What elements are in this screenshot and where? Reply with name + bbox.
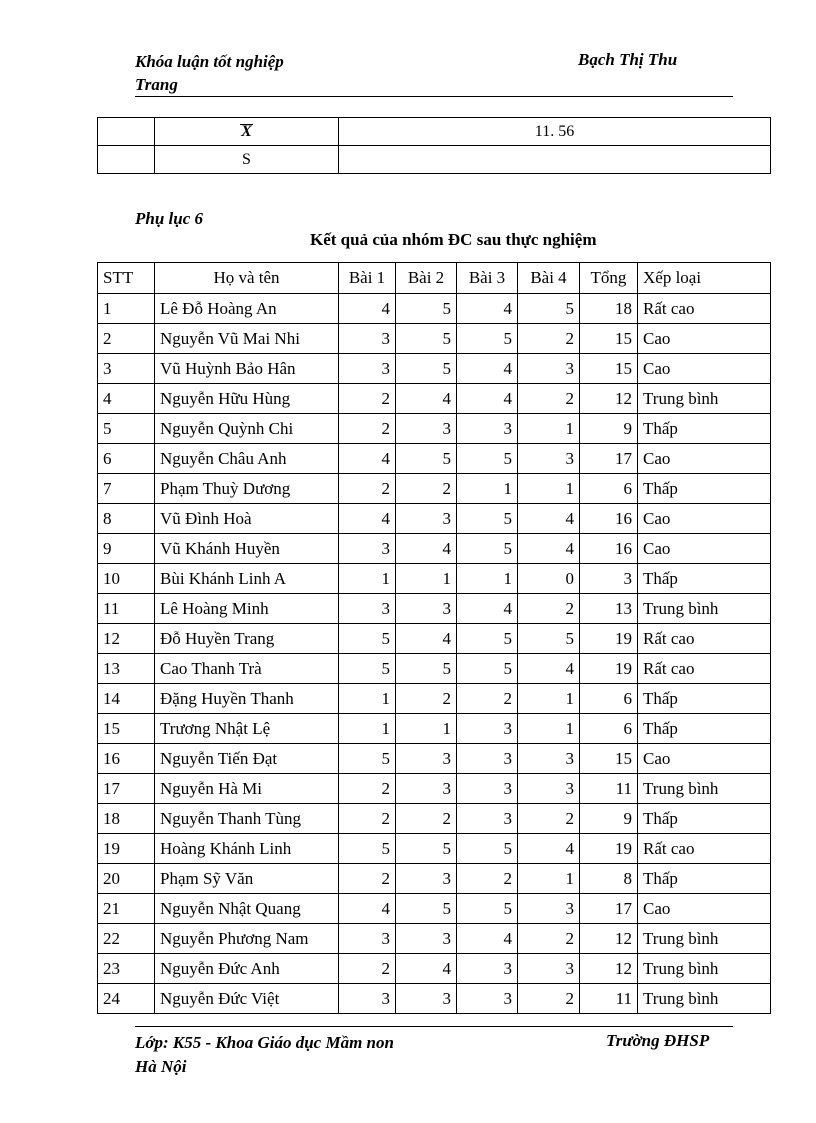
stats-mean-symbol (155, 118, 339, 146)
cell-rank: Cao (638, 444, 771, 474)
col-header-bai4: Bài 4 (518, 263, 580, 294)
cell-bai3: 5 (457, 534, 518, 564)
cell-stt: 15 (98, 714, 155, 744)
cell-stt: 20 (98, 864, 155, 894)
table-caption: Kết quả của nhóm ĐC sau thực nghiệm (310, 230, 597, 249)
cell-bai4: 2 (518, 984, 580, 1014)
stats-cell-empty (98, 146, 155, 174)
cell-rank: Cao (638, 324, 771, 354)
cell-name: Nguyễn Vũ Mai Nhi (155, 324, 339, 354)
table-row (98, 774, 771, 804)
cell-bai4: 4 (518, 504, 580, 534)
cell-rank: Thấp (638, 564, 771, 594)
cell-total: 16 (580, 534, 638, 564)
cell-bai2: 1 (396, 714, 457, 744)
table-row (98, 924, 771, 954)
cell-bai1: 1 (339, 714, 396, 744)
header-title-line1: Khóa luận tốt nghiệp (135, 52, 284, 71)
cell-bai4: 3 (518, 954, 580, 984)
cell-total: 15 (580, 324, 638, 354)
stats-table (97, 117, 771, 174)
cell-bai4: 3 (518, 894, 580, 924)
cell-bai3: 5 (457, 894, 518, 924)
cell-bai2: 4 (396, 534, 457, 564)
cell-bai1: 2 (339, 414, 396, 444)
cell-rank: Thấp (638, 684, 771, 714)
stats-row-mean (98, 118, 771, 146)
footer-left-line1: Lớp: K55 - Khoa Giáo dục Mầm non (135, 1033, 394, 1052)
cell-stt: 24 (98, 984, 155, 1014)
header-rule (135, 96, 733, 97)
stats-mean-value: 11. 56 (339, 118, 771, 146)
cell-total: 12 (580, 924, 638, 954)
cell-rank: Rất cao (638, 834, 771, 864)
cell-stt: 19 (98, 834, 155, 864)
cell-total: 19 (580, 834, 638, 864)
cell-name: Nguyễn Hữu Hùng (155, 384, 339, 414)
cell-bai4: 3 (518, 444, 580, 474)
cell-total: 19 (580, 624, 638, 654)
xbar-symbol: X (241, 122, 252, 140)
cell-name: Vũ Khánh Huyền (155, 534, 339, 564)
table-row (98, 444, 771, 474)
cell-name: Phạm Sỹ Văn (155, 864, 339, 894)
table-row (98, 534, 771, 564)
header-title (135, 50, 284, 96)
cell-bai1: 2 (339, 774, 396, 804)
cell-bai2: 5 (396, 834, 457, 864)
cell-bai1: 5 (339, 654, 396, 684)
cell-bai3: 2 (457, 864, 518, 894)
cell-rank: Thấp (638, 474, 771, 504)
cell-bai3: 5 (457, 624, 518, 654)
cell-total: 19 (580, 654, 638, 684)
header-title-line2: Trang (135, 75, 178, 94)
cell-bai2: 4 (396, 384, 457, 414)
cell-stt: 2 (98, 324, 155, 354)
cell-stt: 5 (98, 414, 155, 444)
cell-rank: Trung bình (638, 384, 771, 414)
cell-bai1: 2 (339, 474, 396, 504)
cell-rank: Trung bình (638, 774, 771, 804)
cell-bai1: 5 (339, 744, 396, 774)
cell-stt: 16 (98, 744, 155, 774)
cell-bai2: 2 (396, 474, 457, 504)
cell-bai1: 4 (339, 444, 396, 474)
col-header-stt: STT (98, 263, 155, 294)
cell-rank: Trung bình (638, 594, 771, 624)
cell-bai1: 4 (339, 294, 396, 324)
table-row (98, 684, 771, 714)
cell-name: Vũ Huỳnh Bảo Hân (155, 354, 339, 384)
cell-bai1: 2 (339, 864, 396, 894)
appendix-label: Phụ lục 6 (135, 209, 204, 228)
cell-bai1: 2 (339, 954, 396, 984)
results-table (97, 262, 771, 1014)
cell-bai4: 2 (518, 804, 580, 834)
cell-name: Nguyễn Quỳnh Chi (155, 414, 339, 444)
cell-rank: Thấp (638, 414, 771, 444)
cell-name: Nguyễn Thanh Tùng (155, 804, 339, 834)
cell-bai1: 1 (339, 684, 396, 714)
cell-stt: 7 (98, 474, 155, 504)
footer-rule (135, 1026, 733, 1027)
cell-bai4: 1 (518, 684, 580, 714)
cell-stt: 14 (98, 684, 155, 714)
cell-bai3: 3 (457, 984, 518, 1014)
table-row (98, 324, 771, 354)
table-row (98, 954, 771, 984)
cell-bai4: 1 (518, 864, 580, 894)
cell-stt: 22 (98, 924, 155, 954)
cell-stt: 4 (98, 384, 155, 414)
table-row (98, 834, 771, 864)
cell-bai2: 3 (396, 774, 457, 804)
cell-rank: Thấp (638, 804, 771, 834)
cell-name: Nguyễn Tiến Đạt (155, 744, 339, 774)
cell-name: Lê Đỗ Hoàng An (155, 294, 339, 324)
cell-total: 11 (580, 984, 638, 1014)
table-row (98, 624, 771, 654)
col-header-name: Họ và tên (155, 263, 339, 294)
cell-bai3: 5 (457, 654, 518, 684)
cell-rank: Cao (638, 894, 771, 924)
cell-rank: Rất cao (638, 624, 771, 654)
cell-bai1: 2 (339, 804, 396, 834)
cell-total: 11 (580, 774, 638, 804)
cell-total: 15 (580, 744, 638, 774)
cell-rank: Trung bình (638, 954, 771, 984)
cell-bai4: 1 (518, 414, 580, 444)
stats-cell-empty (98, 118, 155, 146)
table-row (98, 564, 771, 594)
cell-stt: 6 (98, 444, 155, 474)
cell-bai4: 3 (518, 744, 580, 774)
cell-bai1: 4 (339, 894, 396, 924)
cell-bai2: 2 (396, 804, 457, 834)
col-header-bai1: Bài 1 (339, 263, 396, 294)
cell-bai2: 5 (396, 894, 457, 924)
cell-bai3: 1 (457, 564, 518, 594)
cell-total: 6 (580, 714, 638, 744)
cell-name: Trương Nhật Lệ (155, 714, 339, 744)
cell-bai4: 4 (518, 534, 580, 564)
cell-total: 9 (580, 804, 638, 834)
cell-bai1: 3 (339, 324, 396, 354)
cell-bai3: 4 (457, 384, 518, 414)
table-row (98, 804, 771, 834)
cell-bai3: 3 (457, 414, 518, 444)
header-author: Bạch Thị Thu (578, 50, 678, 69)
footer-left-line2: Hà Nội (135, 1057, 187, 1076)
cell-bai2: 5 (396, 354, 457, 384)
cell-stt: 10 (98, 564, 155, 594)
cell-bai2: 2 (396, 684, 457, 714)
cell-stt: 8 (98, 504, 155, 534)
cell-name: Nguyễn Phương Nam (155, 924, 339, 954)
cell-bai4: 4 (518, 834, 580, 864)
cell-total: 12 (580, 384, 638, 414)
cell-stt: 9 (98, 534, 155, 564)
cell-bai2: 5 (396, 654, 457, 684)
cell-name: Nguyễn Nhật Quang (155, 894, 339, 924)
cell-bai4: 3 (518, 354, 580, 384)
cell-bai4: 2 (518, 324, 580, 354)
cell-bai2: 3 (396, 864, 457, 894)
cell-bai3: 4 (457, 354, 518, 384)
col-header-bai2: Bài 2 (396, 263, 457, 294)
cell-rank: Trung bình (638, 924, 771, 954)
cell-stt: 23 (98, 954, 155, 984)
cell-rank: Cao (638, 354, 771, 384)
cell-bai3: 4 (457, 924, 518, 954)
col-header-total: Tổng (580, 263, 638, 294)
cell-bai4: 1 (518, 714, 580, 744)
table-row (98, 354, 771, 384)
cell-name: Đặng Huyền Thanh (155, 684, 339, 714)
results-body (98, 294, 771, 1014)
stats-sd-symbol: S (155, 146, 339, 174)
cell-stt: 21 (98, 894, 155, 924)
cell-total: 18 (580, 294, 638, 324)
cell-bai1: 2 (339, 384, 396, 414)
footer-right: Trường ĐHSP (606, 1031, 710, 1050)
cell-bai4: 4 (518, 654, 580, 684)
cell-stt: 17 (98, 774, 155, 804)
cell-bai2: 5 (396, 294, 457, 324)
cell-total: 3 (580, 564, 638, 594)
cell-bai4: 0 (518, 564, 580, 594)
table-row (98, 984, 771, 1014)
cell-bai2: 3 (396, 414, 457, 444)
cell-total: 15 (580, 354, 638, 384)
cell-total: 6 (580, 474, 638, 504)
col-header-rank: Xếp loại (638, 263, 771, 294)
cell-bai2: 4 (396, 954, 457, 984)
table-row (98, 594, 771, 624)
cell-bai4: 1 (518, 474, 580, 504)
cell-bai4: 3 (518, 774, 580, 804)
cell-bai1: 3 (339, 594, 396, 624)
cell-total: 9 (580, 414, 638, 444)
cell-bai1: 3 (339, 354, 396, 384)
cell-total: 17 (580, 444, 638, 474)
cell-bai4: 2 (518, 384, 580, 414)
table-row (98, 894, 771, 924)
cell-stt: 13 (98, 654, 155, 684)
cell-rank: Cao (638, 504, 771, 534)
cell-name: Cao Thanh Trà (155, 654, 339, 684)
cell-name: Hoàng Khánh Linh (155, 834, 339, 864)
cell-stt: 11 (98, 594, 155, 624)
cell-rank: Trung bình (638, 984, 771, 1014)
cell-bai3: 3 (457, 774, 518, 804)
col-header-bai3: Bài 3 (457, 263, 518, 294)
cell-bai2: 4 (396, 624, 457, 654)
cell-name: Đỗ Huyền Trang (155, 624, 339, 654)
cell-rank: Thấp (638, 714, 771, 744)
cell-stt: 3 (98, 354, 155, 384)
cell-total: 17 (580, 894, 638, 924)
stats-sd-value (339, 146, 771, 174)
cell-bai2: 3 (396, 984, 457, 1014)
stats-row-sd (98, 146, 771, 174)
table-row (98, 864, 771, 894)
cell-bai1: 4 (339, 504, 396, 534)
cell-bai2: 5 (396, 444, 457, 474)
cell-bai3: 4 (457, 594, 518, 624)
cell-bai3: 5 (457, 324, 518, 354)
cell-bai3: 2 (457, 684, 518, 714)
table-row (98, 654, 771, 684)
results-header-row (98, 263, 771, 294)
table-row (98, 414, 771, 444)
cell-total: 13 (580, 594, 638, 624)
table-row (98, 294, 771, 324)
cell-rank: Rất cao (638, 294, 771, 324)
cell-bai2: 3 (396, 744, 457, 774)
cell-rank: Cao (638, 744, 771, 774)
table-row (98, 744, 771, 774)
cell-stt: 18 (98, 804, 155, 834)
cell-bai1: 1 (339, 564, 396, 594)
cell-bai2: 3 (396, 924, 457, 954)
cell-bai3: 3 (457, 954, 518, 984)
table-row (98, 714, 771, 744)
cell-bai2: 5 (396, 324, 457, 354)
cell-rank: Cao (638, 534, 771, 564)
cell-bai3: 5 (457, 504, 518, 534)
cell-bai4: 2 (518, 594, 580, 624)
cell-bai1: 3 (339, 984, 396, 1014)
cell-bai2: 3 (396, 504, 457, 534)
cell-name: Nguyễn Đức Việt (155, 984, 339, 1014)
cell-rank: Rất cao (638, 654, 771, 684)
cell-bai3: 4 (457, 294, 518, 324)
table-row (98, 474, 771, 504)
cell-stt: 1 (98, 294, 155, 324)
cell-bai4: 5 (518, 624, 580, 654)
cell-bai3: 3 (457, 744, 518, 774)
cell-bai3: 3 (457, 714, 518, 744)
cell-bai3: 5 (457, 444, 518, 474)
cell-bai3: 5 (457, 834, 518, 864)
cell-bai4: 2 (518, 924, 580, 954)
cell-stt: 12 (98, 624, 155, 654)
cell-name: Bùi Khánh Linh A (155, 564, 339, 594)
cell-name: Nguyễn Châu Anh (155, 444, 339, 474)
cell-name: Phạm Thuỳ Dương (155, 474, 339, 504)
cell-bai1: 5 (339, 834, 396, 864)
cell-bai3: 3 (457, 804, 518, 834)
cell-bai3: 1 (457, 474, 518, 504)
cell-rank: Thấp (638, 864, 771, 894)
cell-bai1: 3 (339, 534, 396, 564)
cell-total: 12 (580, 954, 638, 984)
cell-name: Nguyễn Hà Mi (155, 774, 339, 804)
cell-name: Vũ Đình Hoà (155, 504, 339, 534)
cell-bai4: 5 (518, 294, 580, 324)
cell-total: 16 (580, 504, 638, 534)
cell-bai2: 1 (396, 564, 457, 594)
cell-total: 8 (580, 864, 638, 894)
cell-name: Lê Hoàng Minh (155, 594, 339, 624)
cell-total: 6 (580, 684, 638, 714)
table-row (98, 384, 771, 414)
cell-name: Nguyễn Đức Anh (155, 954, 339, 984)
cell-bai2: 3 (396, 594, 457, 624)
cell-bai1: 5 (339, 624, 396, 654)
cell-bai1: 3 (339, 924, 396, 954)
footer-left (135, 1031, 394, 1079)
table-row (98, 504, 771, 534)
